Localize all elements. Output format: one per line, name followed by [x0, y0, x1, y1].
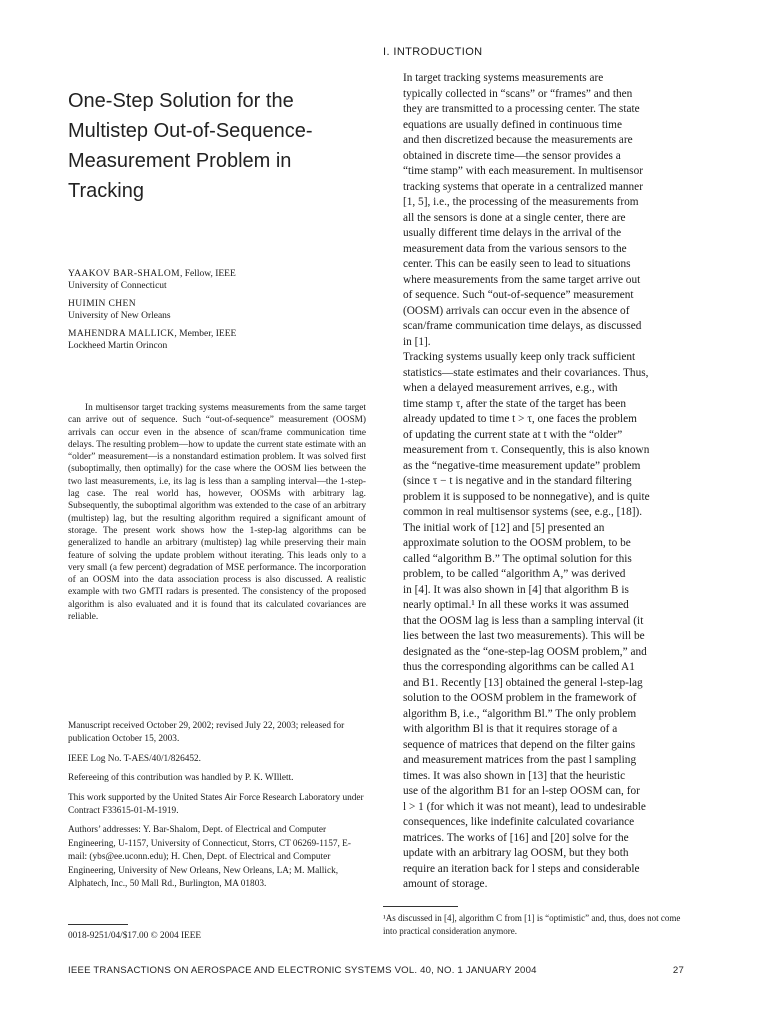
authors-addresses: Authors’ addresses: Y. Bar-Shalom, Dept. of Electrical and Computer Engineering, U-1157, University of Connecticut, Storrs, CT 06269-1157, E-mail: (ybs@ee.uconn.edu); H. Chen, Dept. of Electrical and Computer Engineering, University of New Orleans, New Orleans, LA; M. Mallick, Alphatech, Inc., 50 Mall Rd., Burlington, MA 01803.	[68, 825, 351, 890]
text-line: consequences, like indefinite calculated covariance	[403, 816, 635, 828]
text-line: as the “negative-time measurement update” problem	[403, 459, 641, 472]
text-line: common in real multisensor systems (see, e.g., [18]).	[403, 506, 643, 518]
text-line: that the OOSM lag is less than a sampling interval (it	[403, 614, 644, 627]
copyright-line: 0018-9251/04/$17.00 © 2004 IEEE	[68, 931, 202, 941]
body-paragraph	[383, 521, 686, 893]
author-list	[68, 268, 368, 358]
body-paragraph	[383, 350, 686, 521]
text-line: problem it is supposed to be nonnegative), and is quite	[403, 490, 650, 503]
text-line: equations are usually defined in continuous time	[403, 118, 622, 131]
author-membership: , Fellow, IEEE	[179, 269, 236, 279]
text-line: center. This can be easily seen to lead to situations	[403, 258, 631, 270]
text-line: tracking systems that operate in a centralized manner	[403, 180, 643, 193]
author-name: HUIMIN CHEN	[68, 299, 136, 309]
funding-note: This work supported by the United States Air Force Research Laboratory under Contract F33615-01-M-1919.	[68, 792, 364, 817]
text-line: Tracking systems usually keep only track sufficient	[403, 351, 636, 363]
text-line: sequence of matrices that depend on the filter gains	[403, 738, 636, 751]
text-line: (OOSM) arrivals can occur even in the absence of	[403, 304, 630, 317]
copyright-divider	[68, 924, 128, 925]
text-line: scan/frame communication time delays, as discussed	[403, 320, 642, 332]
text-line: amount of storage.	[403, 878, 488, 890]
author-entry	[68, 328, 368, 352]
manuscript-notes	[68, 720, 366, 897]
author-entry	[68, 298, 368, 322]
text-line: use of the algorithm B1 for an l-step OOSM can, for	[403, 785, 640, 797]
author-name: YAAKOV BAR-SHALOM	[68, 269, 180, 279]
text-line: where measurements from the same target arrive out	[403, 273, 641, 286]
text-line: usually different time delays in the arrival of the	[403, 227, 622, 239]
ieee-log-number: IEEE Log No. T-AES/40/1/826452.	[68, 753, 201, 764]
author-affiliation: Lockheed Martin Orincon	[68, 341, 168, 351]
author-name-line	[68, 328, 368, 340]
text-line: of updating the current state at t with the “older”	[403, 428, 623, 441]
text-line: measurement data from the various sensors to the	[403, 242, 627, 255]
text-line: already updated to time t > τ, one faces the problem	[403, 413, 637, 425]
author-name-line	[68, 268, 368, 280]
text-line: problem, to be called “algorithm A,” was derived	[403, 568, 626, 580]
text-line: measurement from τ. Consequently, this is also known	[403, 444, 650, 456]
author-name: MAHENDRA MALLICK	[68, 329, 175, 339]
text-line: nearly optimal.¹ In all these works it was assumed	[403, 599, 629, 611]
refereeing-note: Refereeing of this contribution was handled by P. K. WIllett.	[68, 773, 294, 784]
text-line: update with an arbitrary lag OOSM, but they both	[403, 847, 629, 859]
author-membership: , Member, IEEE	[174, 329, 237, 339]
text-line: lies between the last two measurements). This will be	[403, 630, 645, 642]
text-line: thus the corresponding algorithms can be called A1	[403, 661, 635, 673]
page-footer	[68, 965, 684, 976]
text-line: they are transmitted to a processing center. The state	[403, 103, 640, 115]
text-line: in [4]. It was also shown in [4] that algorithm B is	[403, 583, 629, 596]
text-line: time stamp τ, after the state of the target has been	[403, 397, 626, 410]
page-number: 27	[672, 965, 684, 976]
text-line: “time stamp” with each measurement. In multisensor	[403, 165, 643, 177]
text-line: with algorithm Bl is that it requires storage of a	[403, 723, 618, 735]
author-entry	[68, 268, 368, 292]
text-line: The initial work of [12] and [5] presented an	[403, 521, 605, 534]
text-line: designated as the “one-step-lag OOSM problem,” and	[403, 645, 647, 658]
text-line: in [1].	[403, 335, 431, 348]
text-line: [1, 5], i.e., the processing of the measurements from	[403, 196, 639, 208]
text-line: when a delayed measurement arrives, e.g., with	[403, 382, 618, 394]
text-line: statistics—state estimates and their covariances. Thus,	[403, 366, 649, 379]
text-line: of sequence. Such “out-of-sequence” measurement	[403, 289, 634, 301]
author-affiliation: University of Connecticut	[68, 281, 167, 291]
text-line: l > 1 (for which it was not meant), lead to undesirable	[403, 800, 646, 813]
text-line: and then discretized because the measurements are	[403, 134, 633, 146]
journal-citation: IEEE TRANSACTIONS ON AEROSPACE AND ELECTRONIC SYSTEMS VOL. 40, NO. 1 JANUARY 2004	[68, 965, 537, 976]
section-heading: I. INTRODUCTION	[383, 46, 483, 58]
abstract: In multisensor target tracking systems measurements from the same target can arrive out of sequence. Such “out-of-sequence” measurement (OOSM) arrivals can occur even in the absence of scan/frame communication time delays. The resulting problem—how to update the current state estimate with an “older” measurement—is a nonstandard estimation problem. It was solved first (suboptimally, then optimally) for the case where the OOSM lies between the two last measurements, i.e, its lag is less than a sampling interval—the 1-step-lag case. The real world has, however, OOSMs with arbitrary lag. Subsequently, the suboptimal algorithm was extended to the case of an arbitrary (multistep) lag, but the resulting algorithm required a significant amount of storage. The present work shows how the 1-step-lag algorithms can be generalized to handle an arbitrary (multistep) lag while preserving their main feature of solving the update problem without iterating. This leads only to a very small (a few percent) degradation of MSE performance. The incorporation of an OOSM into the data association process is also discussed. A realistic example with two GMTI radars is presented. The consistency of the proposed algorithm is also evaluated and it is found that its calculated covariances are reliable.	[68, 403, 366, 623]
text-line: approximate solution to the OOSM problem, to be	[403, 537, 631, 549]
text-line: and B1. Recently [13] obtained the general l-step-lag	[403, 676, 643, 689]
author-affiliation: University of New Orleans	[68, 311, 171, 321]
paper-title: One-Step Solution for the Multistep Out-of-Sequence-Measurement Problem in Tracking	[68, 90, 313, 202]
text-line: (since τ − t is negative and in the standard filtering	[403, 475, 632, 487]
author-name-line	[68, 298, 368, 310]
text-line: solution to the OOSM problem in the framework of	[403, 692, 637, 704]
text-line: and measurement matrices from the past l sampling	[403, 754, 637, 766]
text-line: In target tracking systems measurements are	[403, 72, 604, 84]
text-line: typically collected in “scans” or “frames” and then	[403, 87, 633, 100]
manuscript-dates: Manuscript received October 29, 2002; revised July 22, 2003; released for publication October 15, 2003.	[68, 721, 345, 745]
text-line: called “algorithm B.” The optimal solution for this	[403, 552, 632, 565]
footnote: ¹As discussed in [4], algorithm C from [1] is “optimistic” and, thus, does not come into practical consideration anymore.	[383, 913, 681, 936]
text-line: algorithm B, i.e., “algorithm Bl.” The only problem	[403, 707, 637, 720]
text-line: all the sensors is done at a single center, there are	[403, 211, 626, 224]
footnote-divider	[383, 906, 458, 907]
text-line: times. It was also shown in [13] that the heuristic	[403, 769, 626, 782]
body-paragraph	[383, 71, 686, 350]
text-line: obtained in discrete time—the sensor provides a	[403, 149, 621, 162]
text-line: matrices. The works of [16] and [20] solve for the	[403, 831, 629, 844]
body-text	[383, 71, 686, 893]
text-line: require an iteration back for l steps and considerable	[403, 862, 640, 875]
